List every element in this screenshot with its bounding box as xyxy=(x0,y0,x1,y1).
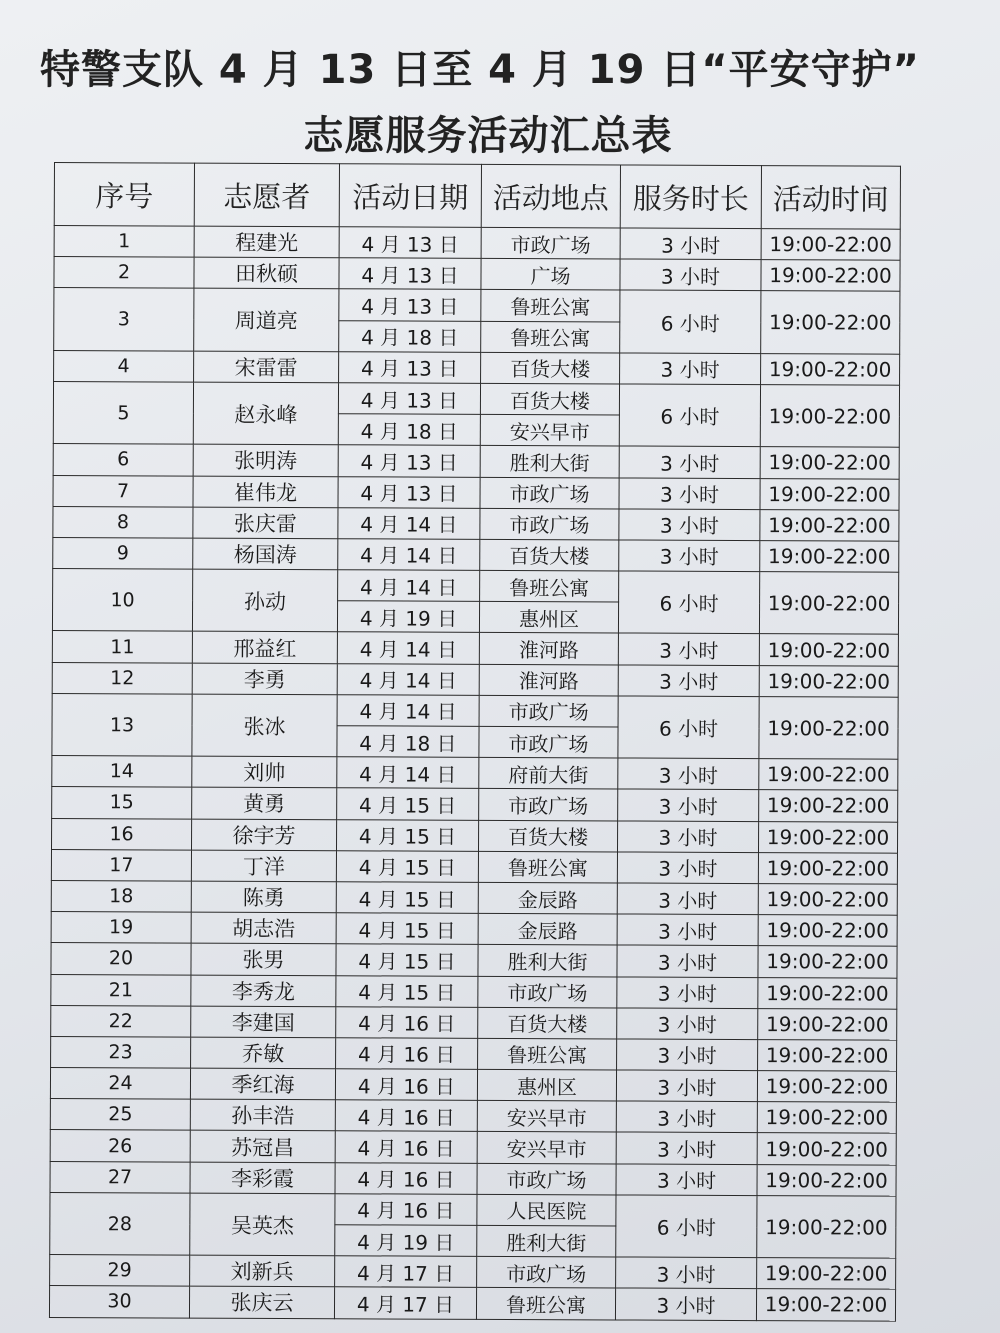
service-hours-cell: 3 小时 xyxy=(617,1008,758,1040)
activity-time-cell: 19:00-22:00 xyxy=(759,759,898,791)
table-row xyxy=(53,475,899,510)
activity-time-cell: 19:00-22:00 xyxy=(759,634,898,666)
volunteer-name-cell: 李彩霞 xyxy=(190,1162,335,1194)
activity-date-cell: 4 月 18 日 xyxy=(338,414,480,446)
volunteer-name-cell: 李勇 xyxy=(192,663,337,695)
activity-time-cell: 19:00-22:00 xyxy=(758,884,897,916)
table-row xyxy=(50,1130,896,1165)
activity-place-cell: 市政广场 xyxy=(478,976,617,1008)
activity-place-cell: 安兴早市 xyxy=(477,1132,616,1164)
service-hours-cell: 3 小时 xyxy=(615,1288,756,1320)
serial-number-cell: 11 xyxy=(52,631,192,663)
table-row xyxy=(54,350,900,385)
serial-number-cell: 8 xyxy=(53,506,193,538)
table-row xyxy=(51,943,897,978)
service-hours-cell: 3 小时 xyxy=(617,945,758,977)
activity-date-cell: 4 月 14 日 xyxy=(337,757,479,789)
volunteer-name-cell: 孙动 xyxy=(192,569,337,632)
activity-time-cell: 19:00-22:00 xyxy=(759,665,898,697)
activity-place-cell: 百货大楼 xyxy=(480,383,619,415)
volunteer-name-cell: 丁洋 xyxy=(191,850,336,882)
activity-time-cell: 19:00-22:00 xyxy=(760,385,899,448)
service-hours-cell: 3 小时 xyxy=(616,1101,757,1133)
activity-date-cell: 4 月 15 日 xyxy=(336,944,478,976)
activity-time-cell: 19:00-22:00 xyxy=(760,478,899,510)
volunteer-name-cell: 周道亮 xyxy=(194,288,339,351)
activity-place-cell: 市政广场 xyxy=(477,1163,616,1195)
activity-place-cell: 金辰路 xyxy=(478,913,617,945)
activity-date-cell: 4 月 16 日 xyxy=(336,1006,478,1038)
table-body xyxy=(49,226,900,1321)
activity-date-cell: 4 月 14 日 xyxy=(337,663,479,695)
service-hours-cell: 3 小时 xyxy=(620,228,761,260)
service-hours-cell: 3 小时 xyxy=(620,353,761,385)
serial-number-cell: 18 xyxy=(51,880,191,912)
document-title-line-2: 志愿服务活动汇总表 xyxy=(303,113,673,159)
activity-place-cell: 淮河路 xyxy=(479,664,618,696)
serial-number-cell: 7 xyxy=(53,475,193,507)
table-row xyxy=(52,693,898,728)
activity-date-cell: 4 月 13 日 xyxy=(338,445,480,477)
serial-number-cell: 28 xyxy=(50,1192,190,1255)
activity-date-cell: 4 月 16 日 xyxy=(335,1194,477,1226)
service-hours-cell: 3 小时 xyxy=(619,509,760,541)
activity-date-cell: 4 月 13 日 xyxy=(339,351,481,383)
activity-time-cell: 19:00-22:00 xyxy=(757,1195,896,1258)
activity-date-cell: 4 月 19 日 xyxy=(335,1225,477,1257)
activity-date-cell: 4 月 16 日 xyxy=(335,1069,477,1101)
activity-date-cell: 4 月 14 日 xyxy=(338,570,480,602)
volunteer-name-cell: 刘新兵 xyxy=(190,1255,335,1287)
volunteer-name-cell: 宋雷雷 xyxy=(194,351,339,383)
volunteer-name-cell: 张男 xyxy=(191,943,336,975)
document-title-line-1: 特警支队 4 月 13 日至 4 月 19 日“平安守护” xyxy=(40,47,920,93)
activity-time-cell: 19:00-22:00 xyxy=(756,1289,895,1321)
activity-date-cell: 4 月 15 日 xyxy=(337,788,479,820)
volunteer-name-cell: 苏冠昌 xyxy=(190,1131,335,1163)
activity-place-cell: 淮河路 xyxy=(479,633,618,665)
activity-date-cell: 4 月 16 日 xyxy=(335,1100,477,1132)
activity-date-cell: 4 月 14 日 xyxy=(337,632,479,664)
activity-place-cell: 百货大楼 xyxy=(480,539,619,571)
serial-number-cell: 9 xyxy=(53,537,193,569)
volunteer-name-cell: 季红海 xyxy=(190,1068,335,1100)
activity-place-cell: 胜利大街 xyxy=(477,1225,616,1257)
activity-place-cell: 市政广场 xyxy=(479,789,618,821)
activity-date-cell: 4 月 13 日 xyxy=(339,258,481,290)
service-hours-cell: 3 小时 xyxy=(618,758,759,790)
activity-time-cell: 19:00-22:00 xyxy=(758,977,897,1009)
volunteer-name-cell: 乔敏 xyxy=(191,1037,336,1069)
volunteer-summary-table xyxy=(49,162,901,1321)
serial-number-cell: 26 xyxy=(50,1130,190,1162)
activity-place-cell: 百货大楼 xyxy=(478,1007,617,1039)
volunteer-name-cell: 张明涛 xyxy=(193,444,338,476)
table-row xyxy=(50,1192,896,1227)
table-row xyxy=(49,1286,895,1321)
activity-time-cell: 19:00-22:00 xyxy=(758,946,897,978)
activity-date-cell: 4 月 15 日 xyxy=(336,913,478,945)
activity-time-cell: 19:00-22:00 xyxy=(758,1008,897,1040)
table-row xyxy=(53,537,899,572)
volunteer-name-cell: 李建国 xyxy=(191,1006,336,1038)
table-row xyxy=(53,381,899,416)
activity-time-cell: 19:00-22:00 xyxy=(759,572,898,635)
service-hours-cell: 3 小时 xyxy=(616,1132,757,1164)
service-hours-cell: 3 小时 xyxy=(619,446,760,478)
activity-place-cell: 广场 xyxy=(481,259,620,291)
volunteer-name-cell: 杨国涛 xyxy=(193,538,338,570)
serial-number-cell: 21 xyxy=(51,974,191,1006)
activity-place-cell: 市政广场 xyxy=(480,477,619,509)
activity-time-cell: 19:00-22:00 xyxy=(757,1071,896,1103)
volunteer-name-cell: 崔伟龙 xyxy=(193,476,338,508)
activity-date-cell: 4 月 14 日 xyxy=(338,539,480,571)
header-activity-place: 活动地点 xyxy=(481,164,620,228)
service-hours-cell: 3 小时 xyxy=(617,821,758,853)
table-row xyxy=(53,444,899,479)
serial-number-cell: 3 xyxy=(54,288,194,351)
activity-date-cell: 4 月 13 日 xyxy=(339,289,481,321)
activity-time-cell: 19:00-22:00 xyxy=(759,696,898,759)
table-row xyxy=(52,631,898,666)
service-hours-cell: 3 小时 xyxy=(618,665,759,697)
activity-time-cell: 19:00-22:00 xyxy=(761,229,900,261)
activity-place-cell: 鲁班公寓 xyxy=(480,570,619,602)
service-hours-cell: 3 小时 xyxy=(616,1070,757,1102)
serial-number-cell: 22 xyxy=(51,1005,191,1037)
volunteer-name-cell: 黄勇 xyxy=(192,787,337,819)
activity-place-cell: 人民医院 xyxy=(477,1194,616,1226)
table-row xyxy=(53,569,899,604)
service-hours-cell: 3 小时 xyxy=(617,1039,758,1071)
activity-time-cell: 19:00-22:00 xyxy=(758,852,897,884)
service-hours-cell: 3 小时 xyxy=(618,789,759,821)
activity-time-cell: 19:00-22:00 xyxy=(759,790,898,822)
service-hours-cell: 6 小时 xyxy=(616,1195,757,1258)
activity-place-cell: 鲁班公寓 xyxy=(481,321,620,353)
activity-date-cell: 4 月 16 日 xyxy=(335,1131,477,1163)
activity-time-cell: 19:00-22:00 xyxy=(761,291,900,354)
activity-time-cell: 19:00-22:00 xyxy=(760,509,899,541)
serial-number-cell: 13 xyxy=(52,693,192,756)
activity-place-cell: 百货大楼 xyxy=(481,352,620,384)
serial-number-cell: 30 xyxy=(49,1286,189,1318)
serial-number-cell: 12 xyxy=(52,662,192,694)
serial-number-cell: 10 xyxy=(52,569,192,632)
table-header-row xyxy=(54,163,900,230)
volunteer-name-cell: 孙丰浩 xyxy=(190,1099,335,1131)
activity-time-cell: 19:00-22:00 xyxy=(757,1133,896,1165)
serial-number-cell: 19 xyxy=(51,912,191,944)
activity-date-cell: 4 月 14 日 xyxy=(337,695,479,727)
serial-number-cell: 23 xyxy=(51,1036,191,1068)
table-row xyxy=(53,506,899,541)
activity-date-cell: 4 月 15 日 xyxy=(336,975,478,1007)
table-row xyxy=(51,880,897,915)
header-serial-number: 序号 xyxy=(54,163,194,227)
activity-time-cell: 19:00-22:00 xyxy=(761,260,900,292)
service-hours-cell: 3 小时 xyxy=(619,477,760,509)
activity-place-cell: 市政广场 xyxy=(481,227,620,259)
service-hours-cell: 3 小时 xyxy=(617,976,758,1008)
volunteer-name-cell: 张庆雷 xyxy=(193,507,338,539)
table-row xyxy=(51,912,897,947)
service-hours-cell: 6 小时 xyxy=(619,384,760,447)
service-hours-cell: 3 小时 xyxy=(617,883,758,915)
serial-number-cell: 1 xyxy=(54,226,194,258)
activity-place-cell: 鲁班公寓 xyxy=(481,290,620,322)
activity-place-cell: 鲁班公寓 xyxy=(476,1288,615,1320)
activity-date-cell: 4 月 17 日 xyxy=(335,1256,477,1288)
service-hours-cell: 3 小时 xyxy=(616,1164,757,1196)
activity-place-cell: 百货大楼 xyxy=(478,820,617,852)
serial-number-cell: 24 xyxy=(50,1068,190,1100)
serial-number-cell: 15 xyxy=(52,787,192,819)
activity-place-cell: 府前大街 xyxy=(479,758,618,790)
activity-time-cell: 19:00-22:00 xyxy=(758,1039,897,1071)
table-row xyxy=(50,1161,896,1196)
table-row xyxy=(54,226,900,261)
activity-place-cell: 安兴早市 xyxy=(477,1101,616,1133)
activity-place-cell: 胜利大街 xyxy=(478,945,617,977)
activity-date-cell: 4 月 14 日 xyxy=(338,507,480,539)
service-hours-cell: 3 小时 xyxy=(617,914,758,946)
activity-place-cell: 市政广场 xyxy=(479,726,618,758)
service-hours-cell: 3 小时 xyxy=(616,1257,757,1289)
volunteer-name-cell: 胡志浩 xyxy=(191,912,336,944)
serial-number-cell: 17 xyxy=(51,849,191,881)
service-hours-cell: 3 小时 xyxy=(620,259,761,291)
activity-date-cell: 4 月 16 日 xyxy=(335,1162,477,1194)
serial-number-cell: 16 xyxy=(52,818,192,850)
table-row xyxy=(50,1068,896,1103)
volunteer-name-cell: 刘帅 xyxy=(192,756,337,788)
header-activity-date: 活动日期 xyxy=(339,164,481,228)
table-row xyxy=(52,756,898,791)
activity-date-cell: 4 月 15 日 xyxy=(336,819,478,851)
activity-date-cell: 4 月 17 日 xyxy=(334,1287,476,1319)
table-row xyxy=(54,257,900,292)
service-hours-cell: 6 小时 xyxy=(618,696,759,759)
activity-time-cell: 19:00-22:00 xyxy=(757,1102,896,1134)
table-row xyxy=(50,1099,896,1134)
volunteer-name-cell: 张庆云 xyxy=(189,1286,334,1318)
activity-place-cell: 市政广场 xyxy=(479,695,618,727)
volunteer-name-cell: 田秋硕 xyxy=(194,257,339,289)
activity-date-cell: 4 月 13 日 xyxy=(339,227,481,259)
activity-time-cell: 19:00-22:00 xyxy=(758,915,897,947)
activity-time-cell: 19:00-22:00 xyxy=(760,447,899,479)
activity-date-cell: 4 月 15 日 xyxy=(336,850,478,882)
header-volunteer: 志愿者 xyxy=(194,163,339,227)
table-row xyxy=(52,662,898,697)
serial-number-cell: 4 xyxy=(54,350,194,382)
volunteer-name-cell: 赵永峰 xyxy=(193,382,338,445)
service-hours-cell: 3 小时 xyxy=(619,540,760,572)
activity-place-cell: 惠州区 xyxy=(477,1069,616,1101)
volunteer-name-cell: 邢益红 xyxy=(192,632,337,664)
serial-number-cell: 5 xyxy=(53,381,193,444)
activity-place-cell: 市政广场 xyxy=(477,1257,616,1289)
volunteer-name-cell: 程建光 xyxy=(194,226,339,258)
table-row xyxy=(51,1005,897,1040)
activity-time-cell: 19:00-22:00 xyxy=(761,353,900,385)
volunteer-name-cell: 吴英杰 xyxy=(190,1193,335,1256)
serial-number-cell: 20 xyxy=(51,943,191,975)
service-hours-cell: 6 小时 xyxy=(618,571,759,634)
table-row xyxy=(50,1255,896,1290)
table-row xyxy=(54,288,900,323)
serial-number-cell: 25 xyxy=(50,1099,190,1131)
activity-date-cell: 4 月 15 日 xyxy=(336,882,478,914)
activity-place-cell: 市政广场 xyxy=(480,508,619,540)
activity-time-cell: 19:00-22:00 xyxy=(757,1258,896,1290)
table-row xyxy=(51,974,897,1009)
serial-number-cell: 27 xyxy=(50,1161,190,1193)
activity-date-cell: 4 月 16 日 xyxy=(336,1038,478,1070)
serial-number-cell: 14 xyxy=(52,756,192,788)
activity-time-cell: 19:00-22:00 xyxy=(757,1164,896,1196)
volunteer-name-cell: 李秀龙 xyxy=(191,975,336,1007)
activity-place-cell: 鲁班公寓 xyxy=(478,1038,617,1070)
activity-date-cell: 4 月 18 日 xyxy=(337,726,479,758)
service-hours-cell: 3 小时 xyxy=(617,852,758,884)
header-service-hours: 服务时长 xyxy=(620,165,761,229)
volunteer-name-cell: 徐宇芳 xyxy=(191,819,336,851)
activity-place-cell: 鲁班公寓 xyxy=(478,851,617,883)
activity-place-cell: 安兴早市 xyxy=(480,414,619,446)
table-row xyxy=(51,849,897,884)
header-activity-time: 活动时间 xyxy=(761,166,900,230)
service-hours-cell: 6 小时 xyxy=(620,290,761,353)
activity-date-cell: 4 月 13 日 xyxy=(338,476,480,508)
activity-date-cell: 4 月 18 日 xyxy=(339,320,481,352)
table-row xyxy=(51,1036,897,1071)
activity-place-cell: 惠州区 xyxy=(479,602,618,634)
table-row xyxy=(52,818,898,853)
activity-place-cell: 金辰路 xyxy=(478,882,617,914)
activity-time-cell: 19:00-22:00 xyxy=(758,821,897,853)
activity-place-cell: 胜利大街 xyxy=(480,446,619,478)
activity-time-cell: 19:00-22:00 xyxy=(760,540,899,572)
volunteer-name-cell: 张冰 xyxy=(192,694,337,757)
serial-number-cell: 6 xyxy=(53,444,193,476)
serial-number-cell: 29 xyxy=(50,1255,190,1287)
serial-number-cell: 2 xyxy=(54,257,194,289)
service-hours-cell: 3 小时 xyxy=(618,633,759,665)
activity-date-cell: 4 月 13 日 xyxy=(338,383,480,415)
activity-date-cell: 4 月 19 日 xyxy=(337,601,479,633)
volunteer-name-cell: 陈勇 xyxy=(191,881,336,913)
table-row xyxy=(52,787,898,822)
